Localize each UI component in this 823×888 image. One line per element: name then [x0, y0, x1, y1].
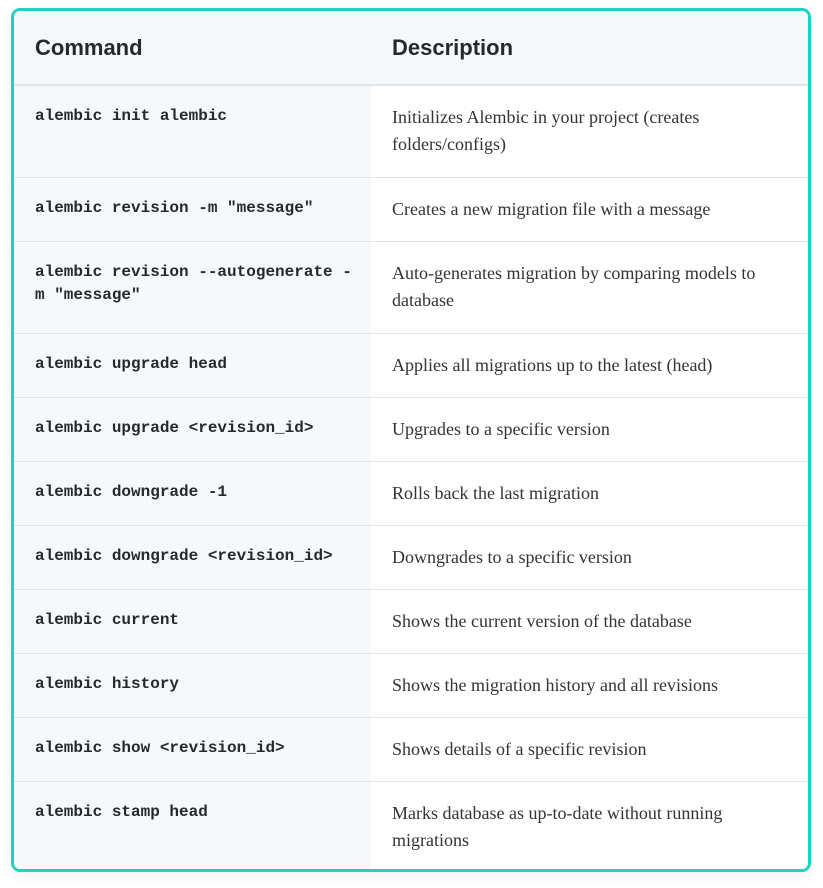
header-command: Command: [14, 11, 371, 85]
alembic-commands-table: [14, 11, 808, 872]
command-cell: alembic revision --autogenerate -m "message": [14, 242, 371, 334]
description-cell: Shows details of a specific revision: [371, 718, 808, 782]
description-cell: Marks database as up-to-date without running migrations: [371, 782, 808, 873]
table-row: [14, 178, 808, 242]
table-row: [14, 526, 808, 590]
command-cell: alembic downgrade -1: [14, 462, 371, 526]
description-cell: Shows the current version of the database: [371, 590, 808, 654]
table-row: [14, 718, 808, 782]
table-row: [14, 242, 808, 334]
table-header-row: [14, 11, 808, 85]
description-cell: Auto-generates migration by comparing models to database: [371, 242, 808, 334]
table-row: [14, 462, 808, 526]
table-row: [14, 654, 808, 718]
table-row: [14, 782, 808, 873]
table-row: [14, 398, 808, 462]
description-cell: Rolls back the last migration: [371, 462, 808, 526]
description-cell: Downgrades to a specific version: [371, 526, 808, 590]
description-cell: Applies all migrations up to the latest (head): [371, 334, 808, 398]
table-row: [14, 590, 808, 654]
command-table-card: [11, 8, 811, 872]
command-cell: alembic history: [14, 654, 371, 718]
command-cell: alembic revision -m "message": [14, 178, 371, 242]
command-cell: alembic show <revision_id>: [14, 718, 371, 782]
command-cell: alembic upgrade <revision_id>: [14, 398, 371, 462]
command-cell: alembic current: [14, 590, 371, 654]
description-cell: Initializes Alembic in your project (creates folders/configs): [371, 85, 808, 178]
description-cell: Creates a new migration file with a message: [371, 178, 808, 242]
command-cell: alembic stamp head: [14, 782, 371, 873]
table-row: [14, 334, 808, 398]
command-cell: alembic downgrade <revision_id>: [14, 526, 371, 590]
command-cell: alembic upgrade head: [14, 334, 371, 398]
description-cell: Shows the migration history and all revisions: [371, 654, 808, 718]
command-cell: alembic init alembic: [14, 85, 371, 178]
header-description: Description: [371, 11, 808, 85]
description-cell: Upgrades to a specific version: [371, 398, 808, 462]
table-row: [14, 85, 808, 178]
